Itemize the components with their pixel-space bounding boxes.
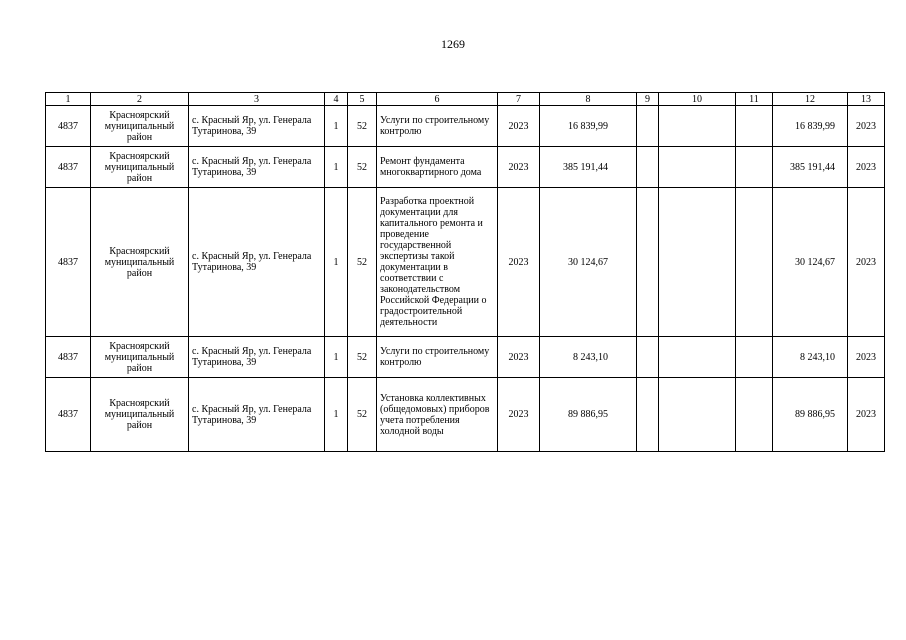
cell-id: 4837 [46,147,91,188]
cell-col13: 2023 [848,378,885,452]
table-row [46,147,885,188]
cell-work: Услуги по строительному контролю [377,337,498,378]
header-cell-9: 9 [637,93,659,106]
cell-col12: 89 886,95 [773,378,848,452]
header-cell-5: 5 [348,93,377,106]
cell-col13: 2023 [848,147,885,188]
header-cell-12: 12 [773,93,848,106]
cell-col11 [736,147,773,188]
cell-col4: 1 [325,378,348,452]
cell-work: Установка коллективных (общедомовых) приборов учета потребления холодной воды [377,378,498,452]
cell-district: Красноярский муниципальный район [91,378,189,452]
cell-address: с. Красный Яр, ул. Генерала Тутаринова, 39 [189,106,325,147]
cell-col13: 2023 [848,188,885,337]
header-cell-1: 1 [46,93,91,106]
cell-work: Разработка проектной документации для капитального ремонта и проведение государственной экспертизы такой документации в соответствии с законодательством Российской Федерации о градостроительной деятельности [377,188,498,337]
cell-col11 [736,378,773,452]
cell-total: 8 243,10 [540,337,637,378]
cell-col10 [659,337,736,378]
cell-district: Красноярский муниципальный район [91,147,189,188]
cell-col10 [659,378,736,452]
cell-col12: 385 191,44 [773,147,848,188]
cell-col4: 1 [325,106,348,147]
table-row [46,337,885,378]
cell-address: с. Красный Яр, ул. Генерала Тутаринова, 39 [189,337,325,378]
cell-address: с. Красный Яр, ул. Генерала Тутаринова, 39 [189,147,325,188]
cell-id: 4837 [46,337,91,378]
cell-col9 [637,337,659,378]
cell-year: 2023 [498,378,540,452]
header-row [46,93,885,106]
cell-col13: 2023 [848,337,885,378]
cell-year: 2023 [498,337,540,378]
cell-id: 4837 [46,106,91,147]
header-cell-7: 7 [498,93,540,106]
cell-address: с. Красный Яр, ул. Генерала Тутаринова, 39 [189,378,325,452]
cell-col4: 1 [325,188,348,337]
cell-col12: 16 839,99 [773,106,848,147]
cell-col5: 52 [348,378,377,452]
header-cell-13: 13 [848,93,885,106]
cell-col9 [637,378,659,452]
cell-district: Красноярский муниципальный район [91,106,189,147]
cell-col5: 52 [348,147,377,188]
header-cell-4: 4 [325,93,348,106]
cell-col11 [736,106,773,147]
cell-work: Услуги по строительному контролю [377,106,498,147]
cell-col4: 1 [325,337,348,378]
cell-total: 89 886,95 [540,378,637,452]
cell-col5: 52 [348,188,377,337]
header-cell-3: 3 [189,93,325,106]
header-cell-6: 6 [377,93,498,106]
table-row [46,378,885,452]
header-cell-10: 10 [659,93,736,106]
cell-col9 [637,147,659,188]
cell-col11 [736,337,773,378]
cell-col12: 8 243,10 [773,337,848,378]
header-cell-2: 2 [91,93,189,106]
cell-year: 2023 [498,106,540,147]
cell-col10 [659,188,736,337]
cell-col10 [659,147,736,188]
cell-id: 4837 [46,188,91,337]
table-row [46,188,885,337]
header-cell-11: 11 [736,93,773,106]
cell-col9 [637,188,659,337]
cell-col11 [736,188,773,337]
header-cell-8: 8 [540,93,637,106]
cell-col12: 30 124,67 [773,188,848,337]
cell-col13: 2023 [848,106,885,147]
table-row [46,106,885,147]
cell-district: Красноярский муниципальный район [91,337,189,378]
data-table [45,92,885,452]
page-number: 1269 [441,37,465,51]
cell-col9 [637,106,659,147]
cell-id: 4837 [46,378,91,452]
cell-work: Ремонт фундамента многоквартирного дома [377,147,498,188]
cell-district: Красноярский муниципальный район [91,188,189,337]
cell-col4: 1 [325,147,348,188]
cell-address: с. Красный Яр, ул. Генерала Тутаринова, 39 [189,188,325,337]
cell-year: 2023 [498,188,540,337]
cell-total: 16 839,99 [540,106,637,147]
cell-col5: 52 [348,106,377,147]
cell-total: 30 124,67 [540,188,637,337]
cell-col5: 52 [348,337,377,378]
cell-year: 2023 [498,147,540,188]
cell-total: 385 191,44 [540,147,637,188]
cell-col10 [659,106,736,147]
